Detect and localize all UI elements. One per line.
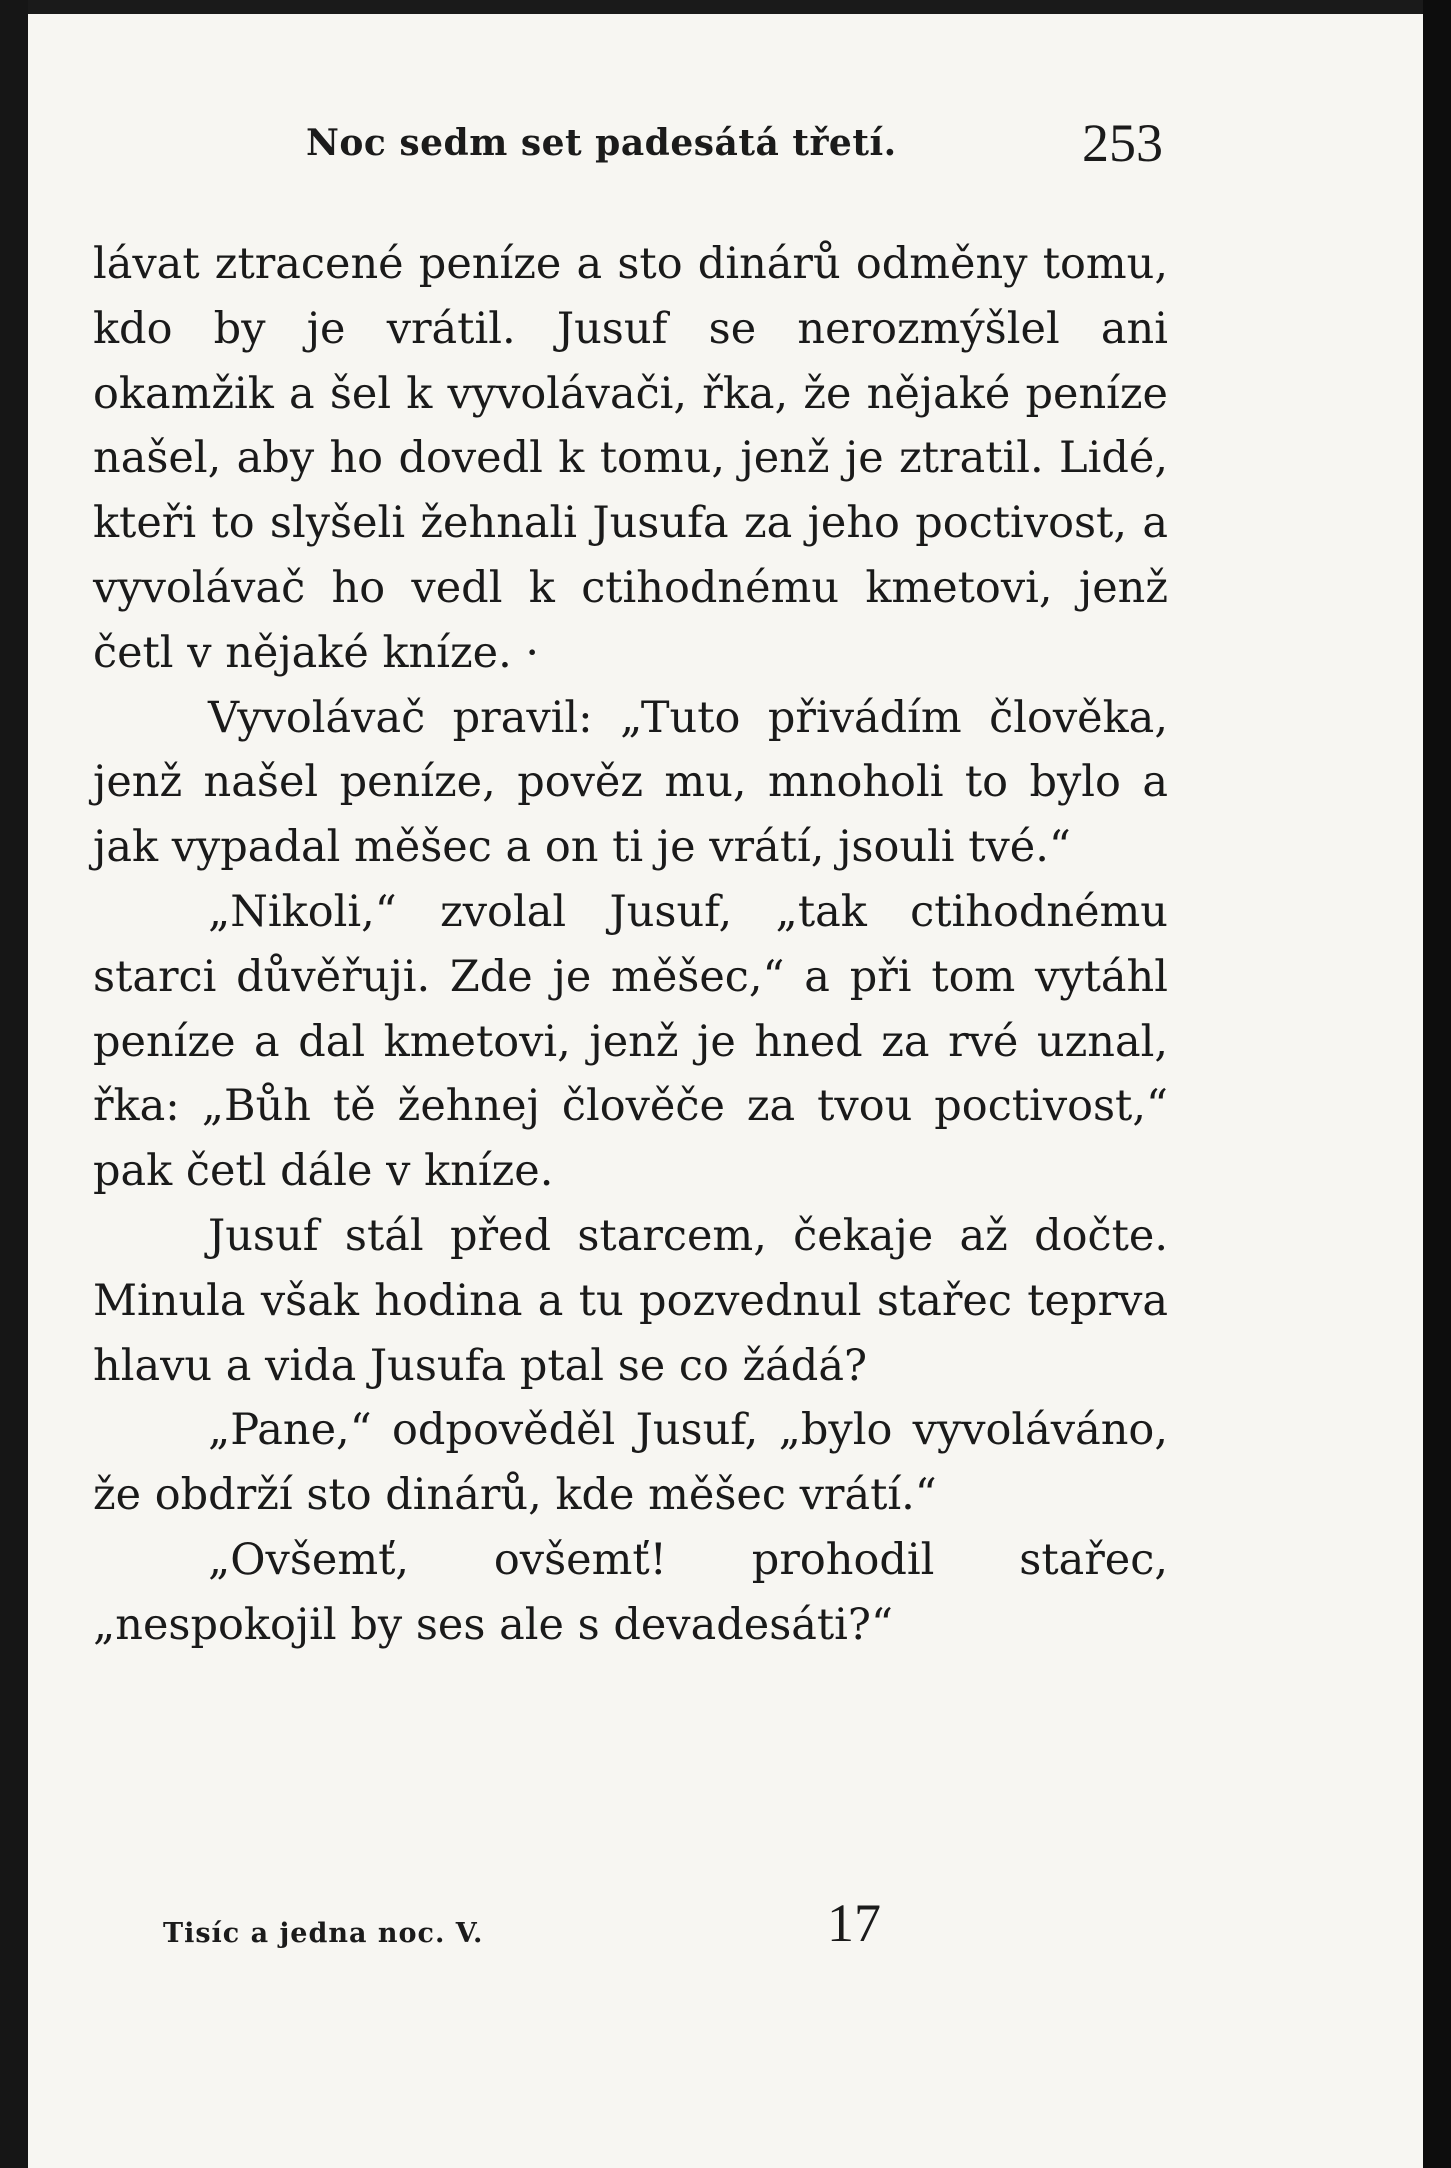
paragraph: Jusuf stál před starcem, čekaje až dočte. Minula však hodina a tu pozvednul stařec teprva hlavu a vida Jusufa ptal se co žádá? [93,1210,1168,1391]
paragraph: lávat ztracené peníze a sto dinárů odměny tomu, kdo by je vrátil. Jusuf se nerozmýšlel ani okamžik a šel k vyvolávači, řka, že nějaké peníze našel, aby ho dovedl k tomu, jenž je ztratil. Lidé, kteři to slyšeli žehnali Jusufa za jeho poctivost, a vyvolávač ho vedl k ctihodnému kmetovi, jenž četl v nějaké kníze. · [93,239,1168,678]
running-title: Noc sedm set padesátá třetí. [306,122,897,164]
paragraph: „Ovšemť, ovšemť! prohodil stařec, „nespokojil by ses ale s devadesáti?“ [93,1534,1168,1650]
page-number: 253 [1082,113,1163,173]
scan-right-margin [1423,0,1451,2168]
body-text [93,232,1168,1658]
paragraph: „Nikoli,“ zvolal Jusuf, „tak ctihodnému starci důvěřuji. Zde je měšec,“ a při tom vytáhl peníze a dal kmetovi, jenž je hned za rvé uznal, řka: „Bůh tě žehnej člověče za tvou poctivost,“ pak četl dále v kníze. [93,886,1168,1197]
paragraph: „Pane,“ odpověděl Jusuf, „bylo vyvoláváno, že obdrží sto dinárů, kde měšec vrátí.“ [93,1405,1168,1521]
signature-mark: Tisíc a jedna noc. V. [163,1918,484,1949]
scan-left-margin [0,0,28,2168]
sheet-number: 17 [827,1893,881,1953]
paragraph: Vyvolávač pravil: „Tuto přivádím člověka, jenž našel peníze, pověz mu, mnoholi to bylo a jak vypadal měšec a on ti je vrátí, jsouli tvé.“ [93,692,1168,873]
